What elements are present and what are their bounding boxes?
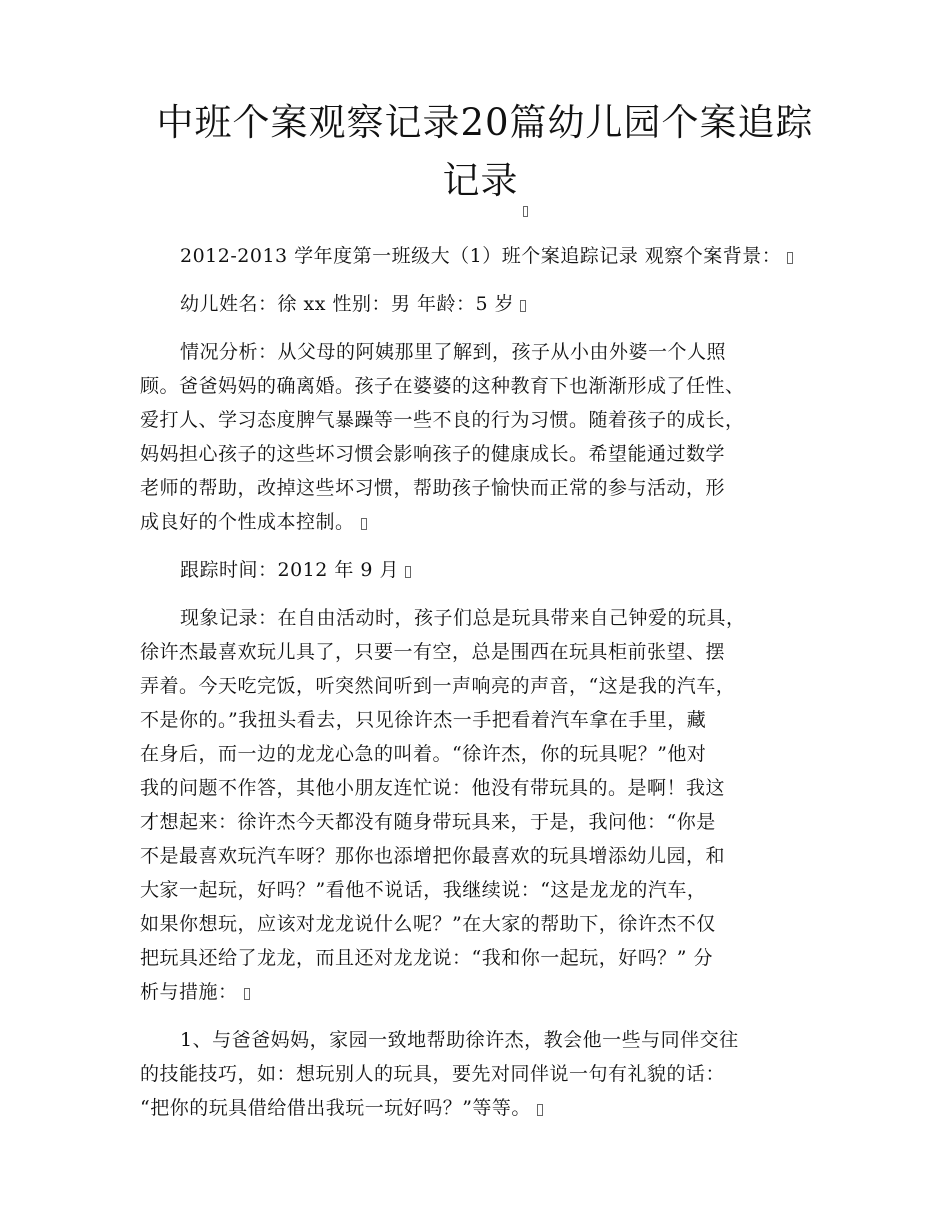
paragraph (140, 335, 830, 539)
paragraph (140, 553, 830, 587)
paragraph-line: 情况分析：从父母的阿姨那里了解到，孩子从小由外婆一个人照 (180, 341, 727, 363)
paragraph-line: 析与措施： (140, 975, 830, 1009)
paragraph-line: 现象记录：在自由活动时，孩子们总是玩具带来自己钟爱的玩具， (180, 607, 746, 629)
paragraph-line: 把玩具还给了龙龙，而且还对龙龙说：“我和你一起玩，好吗？” 分 (140, 947, 713, 969)
paragraph-line: 老师的帮助，改掉这些坏习惯，帮助孩子愉快而正常的参与活动，形 (140, 477, 726, 499)
title-line: 中班个案观察记录20篇幼儿园个案追踪 (156, 101, 814, 144)
paragraph-line: 不是最喜欢玩汽车呀？那你也添增把你最喜欢的玩具增添幼儿园，和 (140, 845, 726, 867)
document-title (140, 94, 830, 217)
paragraph-line: 顾。爸爸妈妈的确离婚。孩子在婆婆的这种教育下也渐渐形成了任性、 (140, 375, 745, 397)
paragraph-line: 不是你的。”我扭头看去，只见徐许杰一手把看着汽车拿在手里，藏 (140, 709, 707, 731)
paragraph-line: 在身后，而一边的龙龙心急的叫着。“徐许杰，你的玩具呢？”他对 (140, 743, 707, 765)
title-line: 记录 (140, 152, 830, 217)
paragraph-line: 幼儿姓名：徐 xx 性别：男 年龄：5 岁 (140, 287, 830, 321)
paragraph-mark-icon (787, 252, 793, 264)
paragraph-mark-icon (405, 566, 411, 578)
paragraph-line: 2012-2013 学年度第一班级大（1）班个案追踪记录 观察个案背景： (140, 239, 830, 273)
paragraph-mark-icon (520, 300, 526, 312)
paragraph-line: 大家一起玩，好吗？”看他不说话，我继续说：“这是龙龙的汽车， (140, 879, 707, 901)
paragraph-line: 爱打人、学习态度脾气暴躁等一些不良的行为习惯。随着孩子的成长， (140, 409, 745, 431)
paragraph-line: 的技能技巧，如：想玩别人的玩具，要先对同伴说一句有礼貌的话： (140, 1063, 726, 1085)
paragraph-mark-icon (537, 1104, 543, 1116)
paragraph-line: 1、与爸爸妈妈，家园一致地帮助徐许杰，教会他一些与同伴交往 (180, 1029, 739, 1051)
paragraph (140, 1023, 830, 1125)
paragraph-mark-icon (244, 988, 250, 1000)
paragraph (140, 239, 830, 273)
paragraph-mark-icon (523, 206, 528, 217)
paragraph-line: 成良好的个性成本控制。 (140, 505, 830, 539)
paragraph-line: 徐许杰最喜欢玩儿具了，只要一有空，总是围西在玩具柜前张望、摆 (140, 641, 726, 663)
paragraph (140, 287, 830, 321)
paragraph-line: 弄着。今天吃完饭，听突然间听到一声响亮的声音，“这是我的汽车， (140, 675, 736, 697)
paragraph (140, 601, 830, 1009)
paragraph-line: 妈妈担心孩子的这些坏习惯会影响孩子的健康成长。希望能通过数学 (140, 443, 726, 465)
paragraph-line: 我的问题不作答，其他小朋友连忙说：他没有带玩具的。是啊！我这 (140, 777, 726, 799)
paragraph-line: 如果你想玩，应该对龙龙说什么呢？”在大家的帮助下，徐许杰不仅 (140, 913, 716, 935)
paragraph-line: 才想起来：徐许杰今天都没有随身带玩具来，于是，我问他：“你是 (140, 811, 716, 833)
paragraph-line: 跟踪时间：2012 年 9 月 (140, 553, 830, 587)
paragraph-mark-icon (361, 518, 367, 530)
paragraph-line: “把你的玩具借给借出我玩一玩好吗？”等等。 (140, 1091, 830, 1125)
document-body (140, 239, 830, 1125)
